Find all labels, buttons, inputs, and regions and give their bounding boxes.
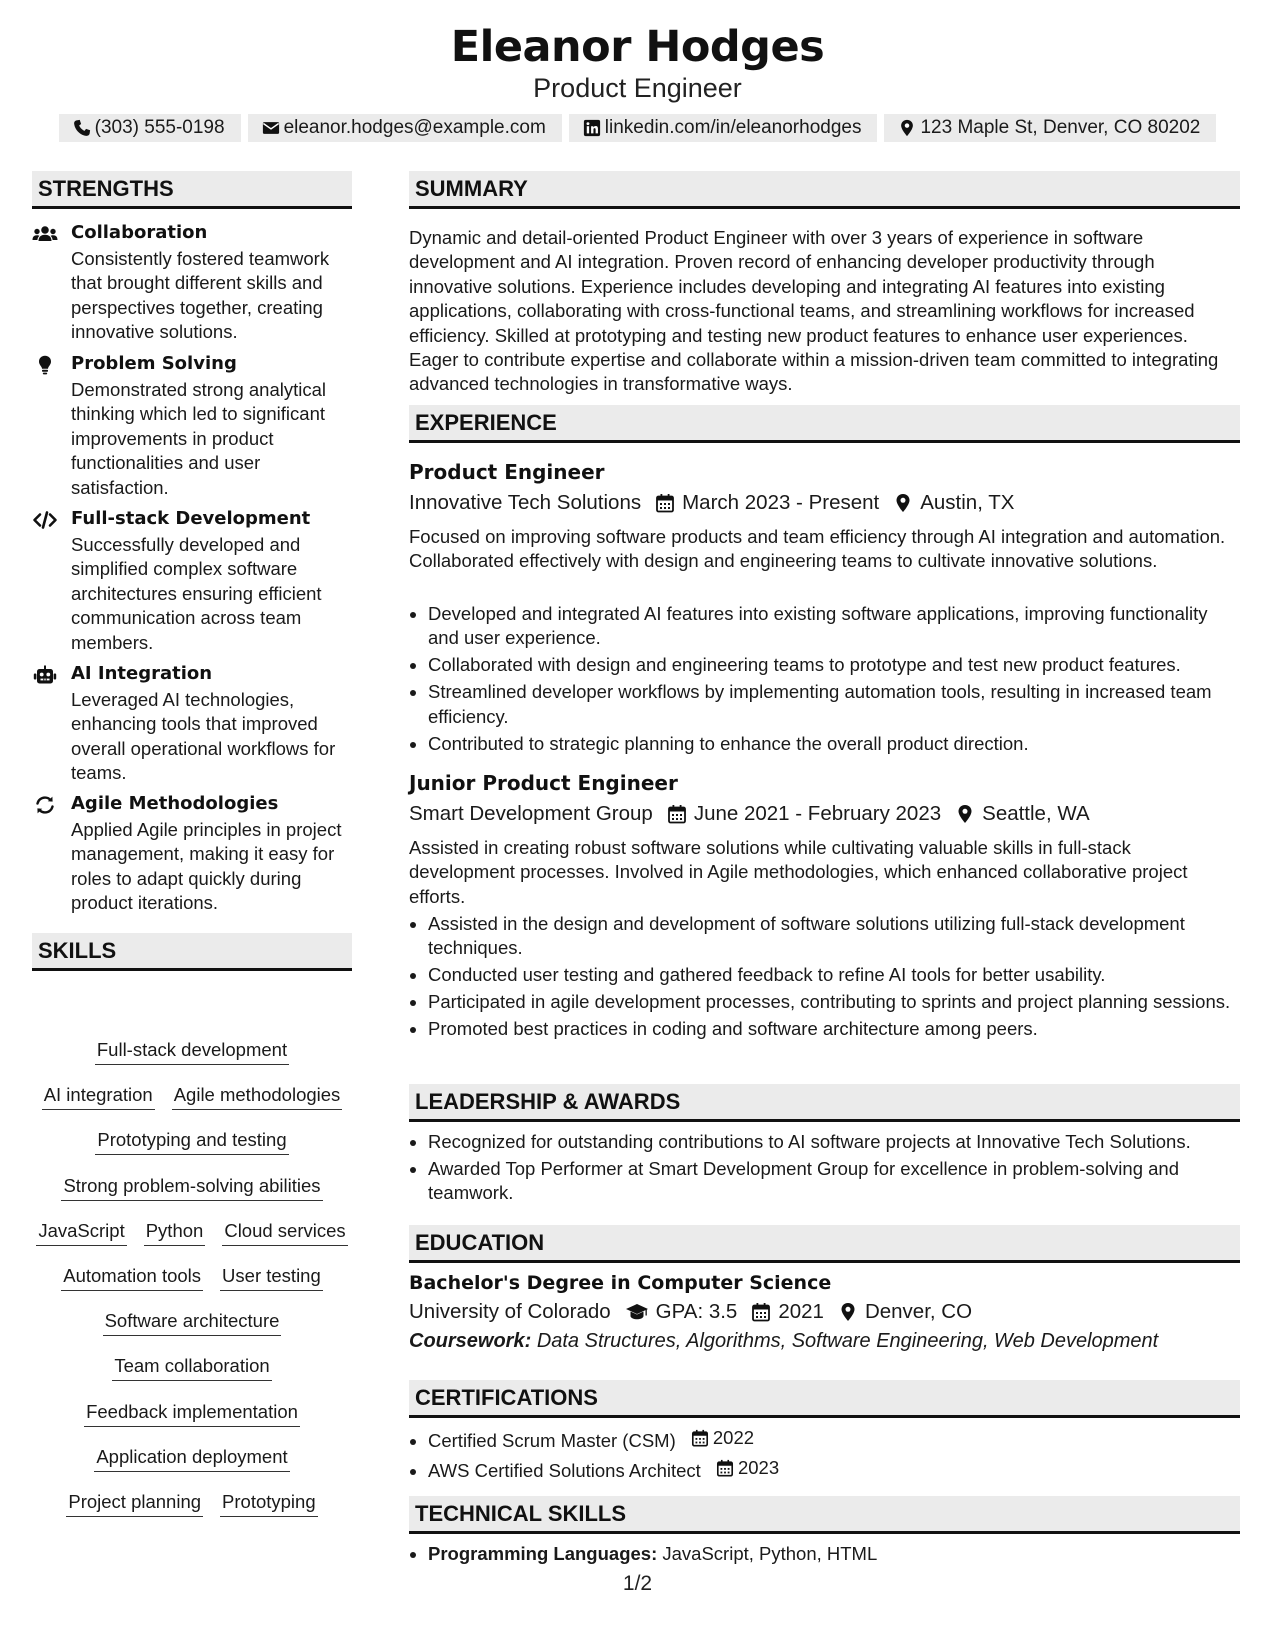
strength-item bbox=[32, 793, 362, 914]
list-item: • Participated in agile development processes, contributing to sprints and project planning sessions. bbox=[428, 990, 1239, 1014]
summary-text: Dynamic and detail-oriented Product Engineer with over 3 years of experience in software development and AI integration. Proven record of enhancing developer productivity through innovative solutions. Experience includes developing and integrating AI features into existing applications, collaborating with cross-functional teams, and streamlining workflows for increased efficiency. Skilled at prototyping and testing new product features to enhance user experiences. Eager to contribute expertise and collaborate within a mission-driven team committed to integrating advanced technologies in transformative ways. bbox=[409, 227, 1219, 395]
list-item: • Contributed to strategic planning to enhance the overall product direction. bbox=[428, 732, 1239, 756]
list-item: • Developed and integrated AI features into existing software applications, improving functionality and user experience. bbox=[428, 602, 1239, 651]
coursework-label: Coursework: bbox=[409, 1330, 532, 1352]
skill-tag: Feedback implementation bbox=[84, 1400, 300, 1427]
skill-row bbox=[32, 1354, 352, 1399]
job-bullets bbox=[409, 602, 1239, 759]
skill-row bbox=[32, 1083, 352, 1128]
graduation-cap-icon bbox=[625, 1302, 649, 1322]
education-location: Denver, CO bbox=[864, 1300, 973, 1323]
skill-tag: Team collaboration bbox=[112, 1354, 271, 1381]
skill-row bbox=[32, 1128, 352, 1173]
job-meta bbox=[409, 491, 1014, 515]
contact-address-text: 123 Maple St, Denver, CO 80202 bbox=[920, 117, 1201, 138]
strength-title: AI Integration bbox=[71, 663, 213, 684]
certification-item bbox=[428, 1456, 1239, 1484]
skills-list bbox=[32, 1038, 352, 1535]
robot-icon bbox=[32, 665, 58, 685]
calendar-icon bbox=[655, 493, 675, 513]
strength-item bbox=[32, 353, 362, 498]
strength-description: Applied Agile principles in project management, making it easy for roles to adapt quickly during product iterations. bbox=[71, 819, 342, 914]
calendar-icon bbox=[751, 1302, 771, 1322]
skill-tag: Cloud services bbox=[222, 1219, 347, 1246]
certification-date bbox=[691, 1426, 754, 1450]
list-item: • Recognized for outstanding contributions to AI software projects at Innovative Tech Solutions. bbox=[428, 1130, 1239, 1154]
experience-heading: EXPERIENCE bbox=[409, 405, 1240, 443]
sync-icon bbox=[32, 795, 58, 815]
contact-address bbox=[884, 114, 1216, 142]
skill-row bbox=[32, 1219, 352, 1264]
certification-list bbox=[409, 1426, 1239, 1486]
leadership-bullets bbox=[409, 1130, 1239, 1208]
education-year: 2021 bbox=[778, 1300, 824, 1323]
code-icon bbox=[32, 510, 58, 530]
skill-tag: Automation tools bbox=[61, 1264, 203, 1291]
skill-row bbox=[32, 1309, 352, 1354]
skill-tag: Python bbox=[144, 1219, 206, 1246]
strengths-heading: STRENGTHS bbox=[32, 171, 352, 209]
certification-name: Certified Scrum Master (CSM) bbox=[428, 1430, 676, 1452]
strength-description: Successfully developed and simplified complex software architectures ensuring efficient communication across team members. bbox=[71, 534, 322, 653]
job-meta bbox=[409, 802, 1090, 826]
location-pin-icon bbox=[955, 804, 975, 824]
strength-item bbox=[32, 663, 362, 784]
skill-tag: Project planning bbox=[66, 1490, 203, 1517]
skill-tag: Agile methodologies bbox=[172, 1083, 343, 1110]
location-pin-icon bbox=[898, 119, 916, 137]
certification-item bbox=[428, 1426, 1239, 1454]
job-dates: June 2021 - February 2023 bbox=[693, 802, 942, 825]
education-degree: Bachelor's Degree in Computer Science bbox=[409, 1272, 832, 1294]
technical-skill-value: JavaScript, Python, HTML bbox=[662, 1543, 878, 1564]
location-pin-icon bbox=[893, 493, 913, 513]
contact-linkedin[interactable] bbox=[569, 114, 878, 142]
job-bullets bbox=[409, 912, 1239, 1044]
contact-phone[interactable] bbox=[59, 114, 241, 142]
skill-tag: Application deployment bbox=[94, 1445, 289, 1472]
strength-title: Full-stack Development bbox=[71, 508, 311, 529]
skill-tag: JavaScript bbox=[36, 1219, 126, 1246]
strength-item bbox=[32, 508, 362, 653]
job-location: Seattle, WA bbox=[982, 802, 1090, 825]
education-school: University of Colorado bbox=[409, 1300, 611, 1323]
skill-tag: Prototyping bbox=[220, 1490, 318, 1517]
list-item: • Collaborated with design and engineering teams to prototype and test new product features. bbox=[428, 653, 1239, 677]
skills-heading: SKILLS bbox=[32, 933, 352, 971]
skill-tag: AI integration bbox=[42, 1083, 155, 1110]
skill-row bbox=[32, 1490, 352, 1535]
strength-title: Collaboration bbox=[71, 222, 208, 243]
calendar-icon bbox=[667, 804, 687, 824]
job-title: Product Engineer bbox=[409, 460, 605, 484]
technical-skills-list bbox=[409, 1542, 1239, 1569]
technical-skills-heading: TECHNICAL SKILLS bbox=[409, 1496, 1240, 1534]
job-description: Focused on improving software products and team efficiency through AI integration and automation. Collaborated effectively with design and engineering teams to cultivate innovative solutions. bbox=[409, 526, 1226, 572]
contact-bar bbox=[0, 114, 1275, 142]
list-item: • Promoted best practices in coding and software architecture among peers. bbox=[428, 1017, 1239, 1041]
candidate-name: Eleanor Hodges bbox=[450, 22, 825, 72]
page-number: 1/2 bbox=[622, 1572, 653, 1595]
calendar-icon bbox=[716, 1459, 734, 1477]
certification-date bbox=[716, 1456, 779, 1480]
job-location: Austin, TX bbox=[920, 491, 1015, 514]
skill-tag: Full-stack development bbox=[95, 1038, 289, 1065]
strength-title: Problem Solving bbox=[71, 353, 237, 374]
strength-item bbox=[32, 222, 362, 343]
contact-phone-text: (303) 555-0198 bbox=[94, 117, 225, 138]
users-icon bbox=[32, 224, 58, 244]
skill-tag: Prototyping and testing bbox=[95, 1128, 288, 1155]
certification-year: 2022 bbox=[712, 1427, 755, 1448]
strength-description: Consistently fostered teamwork that brought different skills and perspectives together, creating innovative solutions. bbox=[71, 248, 330, 343]
list-item: • Assisted in the design and development of software solutions utilizing full-stack development techniques. bbox=[428, 912, 1239, 961]
list-item: • Awarded Top Performer at Smart Development Group for excellence in problem-solving and teamwork. bbox=[428, 1157, 1239, 1206]
skill-tag: User testing bbox=[220, 1264, 323, 1291]
job-title: Junior Product Engineer bbox=[409, 771, 678, 795]
certification-name: AWS Certified Solutions Architect bbox=[428, 1460, 701, 1482]
job-company: Smart Development Group bbox=[409, 802, 653, 825]
technical-skill-item bbox=[428, 1542, 1239, 1566]
coursework-list: Data Structures, Algorithms, Software Engineering, Web Development bbox=[536, 1330, 1159, 1352]
phone-icon bbox=[73, 119, 91, 137]
calendar-icon bbox=[691, 1429, 709, 1447]
job-dates: March 2023 - Present bbox=[682, 491, 880, 514]
job-company: Innovative Tech Solutions bbox=[409, 491, 642, 514]
list-item: • Streamlined developer workflows by implementing automation tools, resulting in increased team efficiency. bbox=[428, 680, 1239, 729]
strength-title: Agile Methodologies bbox=[71, 793, 279, 814]
skill-tag: Strong problem-solving abilities bbox=[61, 1174, 322, 1201]
skill-tag: Software architecture bbox=[103, 1309, 282, 1336]
skill-row bbox=[32, 1445, 352, 1490]
list-item: • Conducted user testing and gathered feedback to refine AI tools for better usability. bbox=[428, 963, 1239, 987]
contact-linkedin-text: linkedin.com/in/eleanorhodges bbox=[604, 117, 862, 138]
strength-description: Leveraged AI technologies, enhancing tools that improved overall operational workflows for teams. bbox=[71, 689, 336, 784]
skill-row bbox=[32, 1038, 352, 1083]
envelope-icon bbox=[262, 119, 280, 137]
technical-skill-label: Programming Languages: bbox=[428, 1543, 658, 1564]
skill-row bbox=[32, 1400, 352, 1445]
candidate-role: Product Engineer bbox=[533, 73, 742, 103]
contact-email-text: eleanor.hodges@example.com bbox=[283, 117, 546, 138]
skill-row bbox=[32, 1174, 352, 1219]
education-heading: EDUCATION bbox=[409, 1225, 1240, 1263]
education-gpa: GPA: 3.5 bbox=[655, 1300, 738, 1323]
lightbulb-icon bbox=[32, 355, 58, 375]
education-coursework bbox=[409, 1330, 1158, 1353]
certifications-heading: CERTIFICATIONS bbox=[409, 1380, 1240, 1418]
job-description: Assisted in creating robust software solutions while cultivating valuable skills in full-stack development processes. Involved in Agile methodologies, which enhanced collaborative project efforts. bbox=[409, 837, 1188, 907]
location-pin-icon bbox=[838, 1302, 858, 1322]
education-meta bbox=[409, 1300, 972, 1324]
contact-email[interactable] bbox=[248, 114, 562, 142]
certification-year: 2023 bbox=[737, 1457, 780, 1479]
summary-heading: SUMMARY bbox=[409, 171, 1240, 209]
strength-description: Demonstrated strong analytical thinking which led to significant improvements in product functionalities and user satisfaction. bbox=[71, 379, 327, 498]
linkedin-icon bbox=[583, 119, 601, 137]
skill-row bbox=[32, 1264, 352, 1309]
leadership-heading: LEADERSHIP & AWARDS bbox=[409, 1084, 1240, 1122]
